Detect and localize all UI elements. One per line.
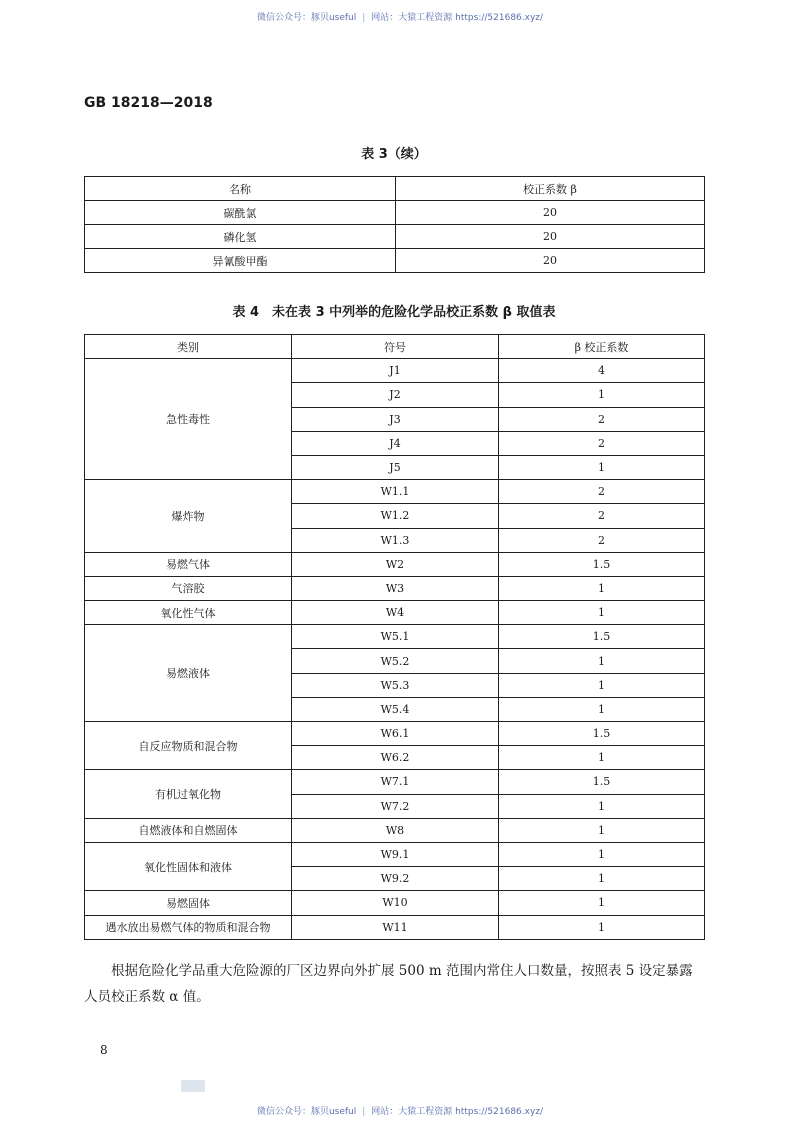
table4-cell-coef: 1 xyxy=(499,891,705,915)
table4-cell-coef: 1 xyxy=(499,697,705,721)
watermark-site: 网站：大猿工程资源 https://521686.xyz/ xyxy=(371,13,544,23)
table4-cell-coef: 1 xyxy=(499,576,705,600)
table4-cell-symbol: W6.2 xyxy=(292,746,499,770)
table4-cell-symbol: W8 xyxy=(292,818,499,842)
table4-cell-coef: 1.5 xyxy=(499,552,705,576)
table4-cell-symbol: W7.1 xyxy=(292,770,499,794)
watermark-wechat: 微信公众号：豚贝useful xyxy=(256,1107,357,1117)
table4-cell-coef: 1.5 xyxy=(499,625,705,649)
table4-cell-coef: 1 xyxy=(499,915,705,939)
table4-cell-category: 爆炸物 xyxy=(85,480,292,553)
table4-cell-coef: 4 xyxy=(499,359,705,383)
table4-cell-symbol: J3 xyxy=(292,407,499,431)
table-row xyxy=(85,818,705,842)
table4-cell-symbol: W4 xyxy=(292,601,499,625)
table3-caption: 表 3（续） xyxy=(361,147,427,162)
table4-cell-coef: 1 xyxy=(499,649,705,673)
table4-cell-category: 氧化性固体和液体 xyxy=(85,842,292,890)
table4-cell-coef: 1 xyxy=(499,867,705,891)
table4-cell-symbol: W5.3 xyxy=(292,673,499,697)
standard-code: GB 18218—2018 xyxy=(84,95,213,111)
table4-cell-coef: 2 xyxy=(499,504,705,528)
table4-cell-coef: 2 xyxy=(499,528,705,552)
table4-cell-category: 氧化性气体 xyxy=(85,601,292,625)
table-row xyxy=(85,225,705,249)
table4-cell-coef: 1 xyxy=(499,455,705,479)
table-row xyxy=(85,625,705,649)
table4-cell-coef: 1 xyxy=(499,818,705,842)
table3-cell-name: 磷化氢 xyxy=(85,225,396,249)
table4-cell-symbol: W6.1 xyxy=(292,722,499,746)
table4-body xyxy=(85,359,705,940)
table4-cell-symbol: W1.3 xyxy=(292,528,499,552)
table-row xyxy=(85,842,705,866)
table4-cell-symbol: W5.4 xyxy=(292,697,499,721)
table4-cell-coef: 1 xyxy=(499,601,705,625)
table4-cell-coef: 1 xyxy=(499,673,705,697)
table4-cell-symbol: J4 xyxy=(292,431,499,455)
watermark-site: 网站：大猿工程资源 https://521686.xyz/ xyxy=(371,1107,544,1117)
table4-cell-category: 易燃气体 xyxy=(85,552,292,576)
watermark-bottom xyxy=(0,1104,800,1117)
table3-header-row xyxy=(85,177,705,201)
table4-caption: 表 4 未在表 3 中列举的危险化学品校正系数 β 取值表 xyxy=(232,305,556,320)
table4-cell-symbol: W10 xyxy=(292,891,499,915)
table4-cell-category: 易燃液体 xyxy=(85,625,292,722)
table4-cell-coef: 2 xyxy=(499,480,705,504)
table4-cell-symbol: W9.1 xyxy=(292,842,499,866)
table-row xyxy=(85,891,705,915)
table4-cell-category: 自反应物质和混合物 xyxy=(85,722,292,770)
table-row xyxy=(85,915,705,939)
watermark-wechat: 微信公众号：豚贝useful xyxy=(256,13,357,23)
table4-header-coef: β 校正系数 xyxy=(499,335,705,359)
table-row xyxy=(85,201,705,225)
table3-cell-coef: 20 xyxy=(396,249,705,273)
table4-cell-category: 自燃液体和自燃固体 xyxy=(85,818,292,842)
table4-cell-coef: 2 xyxy=(499,407,705,431)
table-row xyxy=(85,552,705,576)
table4-cell-coef: 1 xyxy=(499,383,705,407)
table4-cell-symbol: W9.2 xyxy=(292,867,499,891)
watermark-separator: | xyxy=(362,13,366,23)
table3-cell-name: 异氰酸甲酯 xyxy=(85,249,396,273)
table4-cell-symbol: W5.1 xyxy=(292,625,499,649)
table-row xyxy=(85,249,705,273)
page-number: 8 xyxy=(100,1043,108,1057)
table4-cell-coef: 1 xyxy=(499,746,705,770)
table4-cell-symbol: W1.1 xyxy=(292,480,499,504)
table4-cell-coef: 1 xyxy=(499,842,705,866)
table4-header-symbol: 符号 xyxy=(292,335,499,359)
table4 xyxy=(84,334,705,940)
table4-cell-coef: 1.5 xyxy=(499,770,705,794)
table4-cell-coef: 2 xyxy=(499,431,705,455)
table4-cell-symbol: W7.2 xyxy=(292,794,499,818)
table4-cell-symbol: W1.2 xyxy=(292,504,499,528)
table-row xyxy=(85,722,705,746)
table4-cell-symbol: J5 xyxy=(292,455,499,479)
table-row xyxy=(85,576,705,600)
watermark-logo-icon xyxy=(181,1080,205,1092)
table4-cell-category: 易燃固体 xyxy=(85,891,292,915)
table4-cell-symbol: W3 xyxy=(292,576,499,600)
watermark-top xyxy=(0,10,800,23)
table4-cell-symbol: J1 xyxy=(292,359,499,383)
table4-cell-category: 气溶胶 xyxy=(85,576,292,600)
watermark-separator: | xyxy=(362,1107,366,1117)
table-row xyxy=(85,601,705,625)
table-row xyxy=(85,359,705,383)
table4-cell-symbol: W2 xyxy=(292,552,499,576)
table4-header-row xyxy=(85,335,705,359)
table3-cell-coef: 20 xyxy=(396,225,705,249)
table4-cell-symbol: W5.2 xyxy=(292,649,499,673)
table3 xyxy=(84,176,705,273)
table3-cell-name: 碳酰氯 xyxy=(85,201,396,225)
table3-header-coef: 校正系数 β xyxy=(396,177,705,201)
table4-cell-category: 急性毒性 xyxy=(85,359,292,480)
table3-header-name: 名称 xyxy=(85,177,396,201)
table-row xyxy=(85,770,705,794)
table4-cell-category: 有机过氧化物 xyxy=(85,770,292,818)
table4-cell-category: 遇水放出易燃气体的物质和混合物 xyxy=(85,915,292,939)
table4-header-category: 类别 xyxy=(85,335,292,359)
table4-cell-symbol: W11 xyxy=(292,915,499,939)
body-paragraph: 根据危险化学品重大危险源的厂区边界向外扩展 500 m 范围内常住人口数量，按照表 5 设定暴露人员校正系数 α 值。 xyxy=(84,963,693,1005)
table4-cell-symbol: J2 xyxy=(292,383,499,407)
table3-cell-coef: 20 xyxy=(396,201,705,225)
table4-cell-coef: 1.5 xyxy=(499,722,705,746)
table-row xyxy=(85,480,705,504)
table4-cell-coef: 1 xyxy=(499,794,705,818)
